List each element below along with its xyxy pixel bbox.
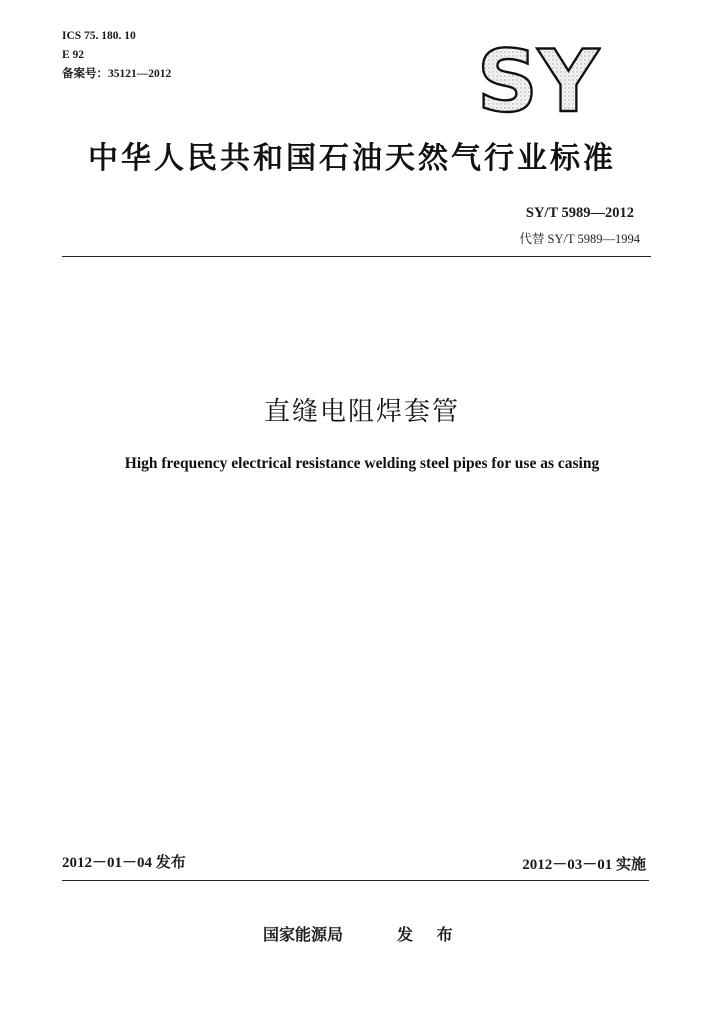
replaced-standard: 代替 SY/T 5989—1994 [519,232,640,246]
logo-text: SY [477,43,601,116]
footer-divider [62,880,649,881]
issue-date: 2012－01－04 发布 [62,855,186,871]
header-divider [62,256,651,257]
document-meta [62,27,171,84]
standard-number: SY/T 5989—2012 [525,205,634,221]
issue-label: 发 布 [397,925,462,944]
english-title: High frequency electrical resistance welding steel pipes for use as casing [124,455,600,472]
classification-code: E 92 [62,49,85,61]
standard-category-title: 中华人民共和国石油天然气行业标准 [88,141,616,176]
implementation-date: 2012－03－01 实施 [522,857,646,873]
issuing-authority: 国家能源局 [263,925,344,944]
chinese-title: 直缝电阻焊套管 [263,397,460,427]
filing-number: 备案号：35121—2012 [62,68,172,80]
ics-code: ICS 75. 180. 10 [62,30,136,42]
sy-logo [476,43,601,116]
